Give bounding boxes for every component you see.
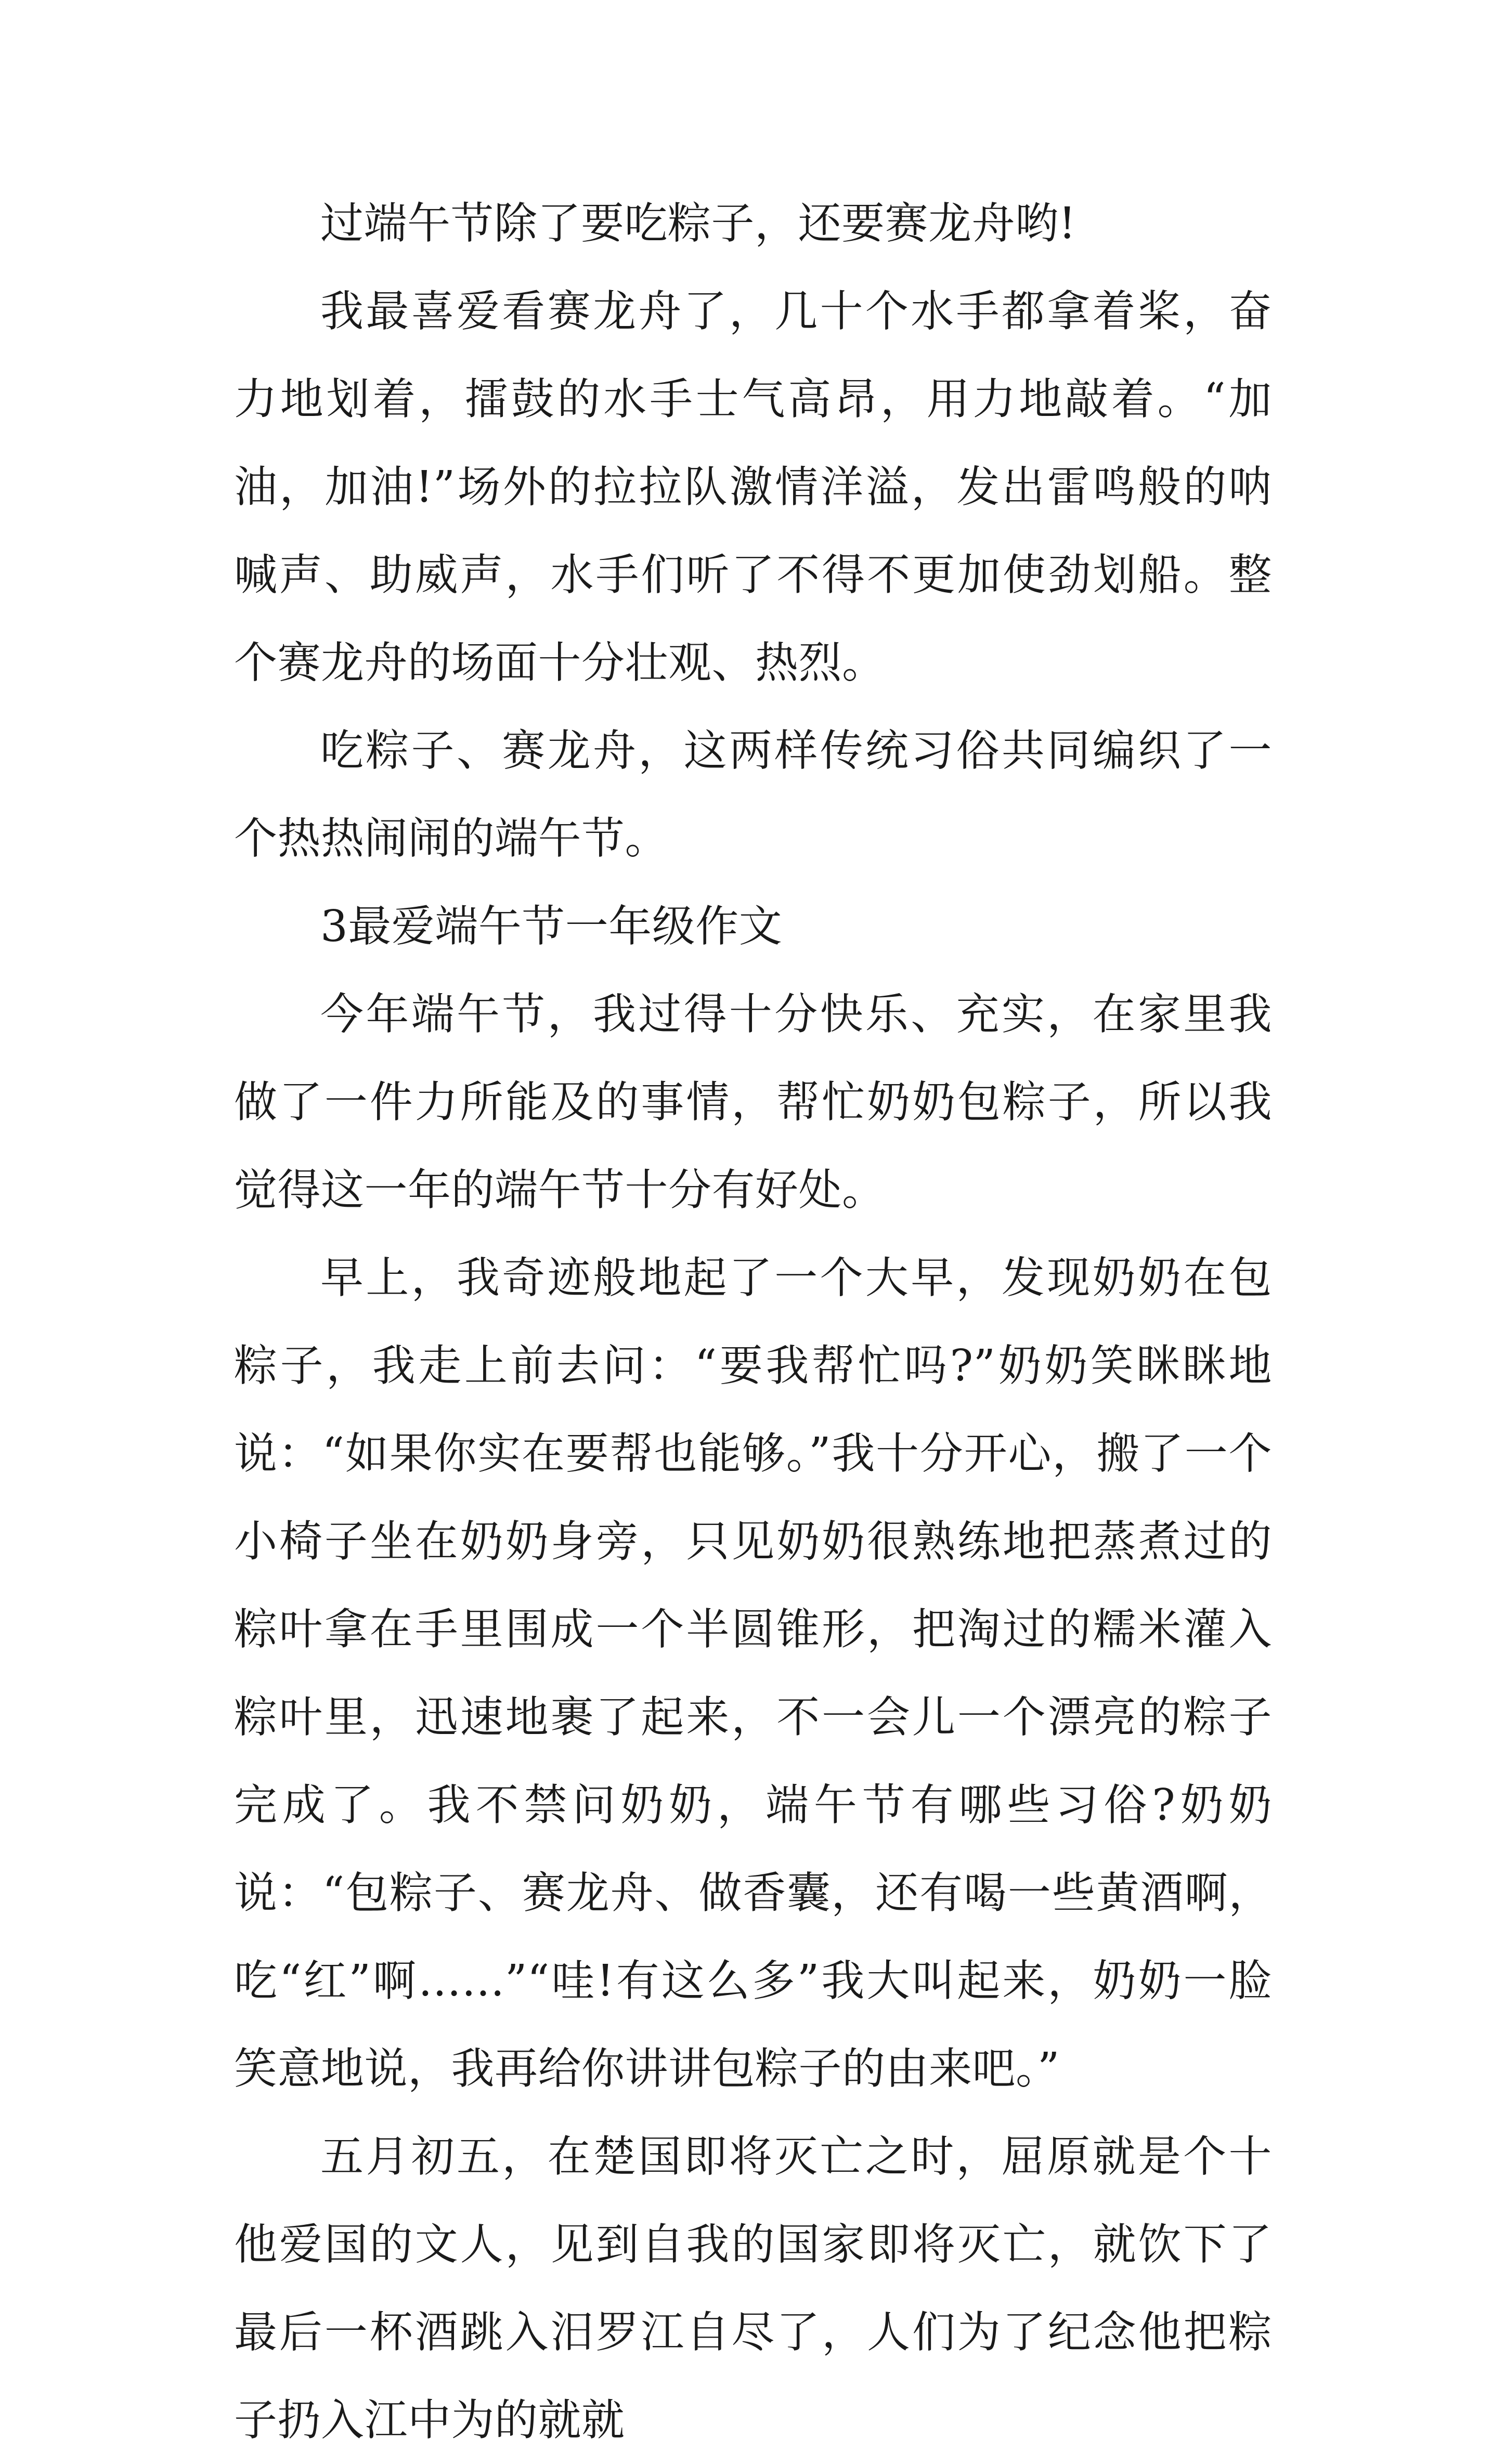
paragraph-dragon-boat-race: 我最喜爱看赛龙舟了，几十个水手都拿着桨，奋力地划着，擂鼓的水手士气高昂，用力地敲着。“加油，加油!”场外的拉拉队激情洋溢，发出雷鸣般的呐喊声、助威声，水手们听了不得不更加使劲划船。整个赛龙舟的场面十分壮观、热烈。 [234, 286, 1272, 688]
paragraph-festival-intro: 今年端午节，我过得十分快乐、充实，在家里我做了一件力所能及的事情，帮忙奶奶包粽子，所以我觉得这一年的端午节十分有好处。 [234, 989, 1272, 1215]
paragraph-making-zongzi: 早上，我奇迹般地起了一个大早，发现奶奶在包粽子，我走上前去问：“要我帮忙吗?”奶奶笑眯眯地说：“如果你实在要帮也能够。”我十分开心，搬了一个小椅子坐在奶奶身旁，只见奶奶很熟练地把蒸煮过的粽叶拿在手里围成一个半圆锥形，把淘过的糯米灌入粽叶里，迅速地裹了起来，不一会儿一个漂亮的粽子完成了。我不禁问奶奶，端午节有哪些习俗?奶奶说：“包粽子、赛龙舟、做香囊，还有喝一些黄酒啊，吃“红”啊……”“哇!有这么多”我大叫起来，奶奶一脸笑意地说，我再给你讲讲包粽子的由来吧。” [234, 1253, 1272, 2094]
paragraph-dragon-boat-intro: 过端午节除了要吃粽子，还要赛龙舟哟! [320, 198, 1076, 249]
essay-body [234, 179, 1272, 2464]
essay-heading: 3最爱端午节一年级作文 [320, 901, 783, 951]
paragraph-customs-summary: 吃粽子、赛龙舟，这两样传统习俗共同编织了一个热热闹闹的端午节。 [234, 725, 1272, 864]
paragraph-qu-yuan-story: 五月初五，在楚国即将灭亡之时，屈原就是个十他爱国的文人，见到自我的国家即将灭亡，就饮下了最后一杯酒跳入汨罗江自尽了，人们为了纪念他把粽子扔入江中为的就就 [234, 2131, 1272, 2445]
